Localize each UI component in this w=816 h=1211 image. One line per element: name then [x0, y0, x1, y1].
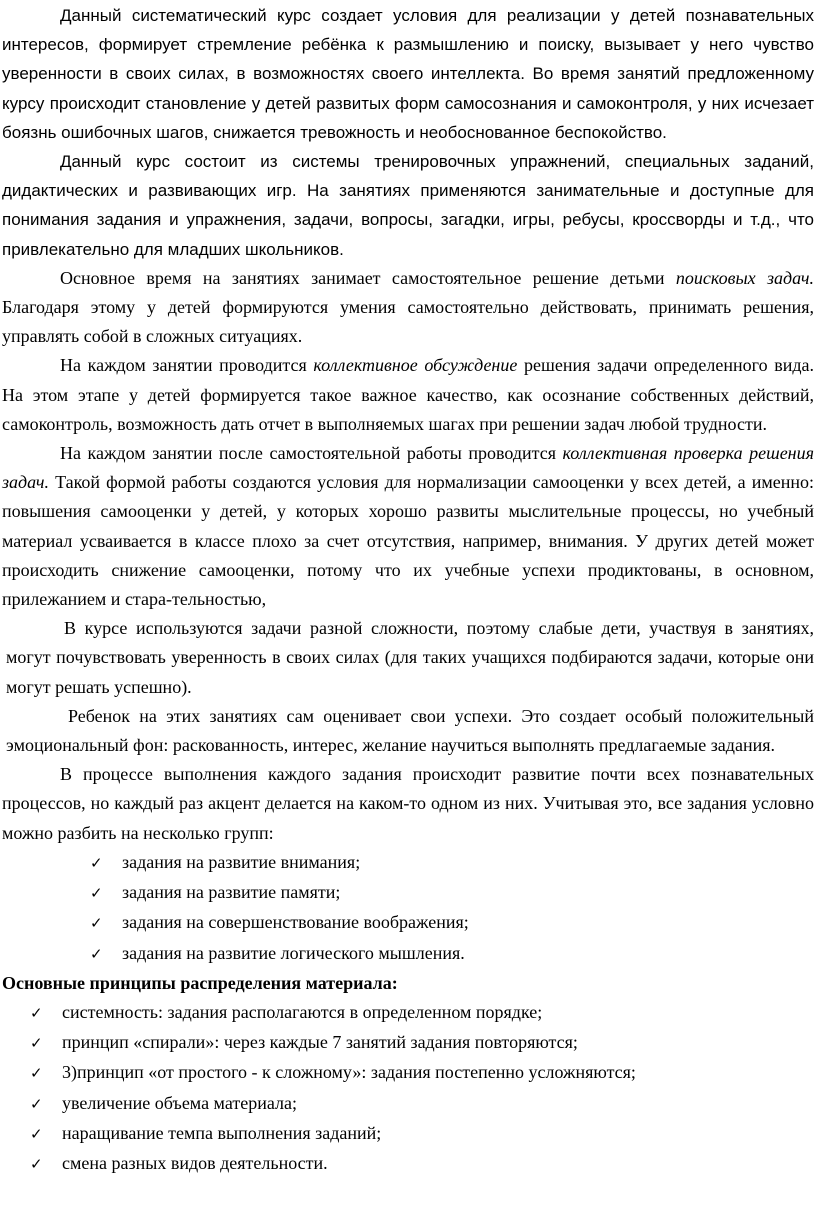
paragraph-text: Основное время на занятиях занимает самостоятельное решение детьми — [60, 267, 676, 288]
paragraph-text: В процессе выполнения каждого задания происходит развитие почти всех познавательных процессов, но каждый раз акцент делается на каком-то одном из них. Учитывая это, все задания условно можно разбить на несколько групп: — [2, 764, 814, 843]
paragraph-difficulty — [2, 614, 814, 702]
paragraph-self-assessment — [2, 702, 814, 760]
list-item-text: задания на развитие логического мышления. — [122, 942, 465, 963]
principles-list — [2, 998, 814, 1179]
list-item — [30, 1089, 814, 1119]
task-groups-list — [2, 848, 814, 969]
paragraph-text: Данный систематический курс создает условия для реализации у детей познавательных интересов, формирует стремление ребёнка к размышлению и поиску, вызывает у него чувство уверенности в своих силах, в возможностях своего интеллекта. Во время занятий предложенному курсу происходит становление у детей развитых форм самосознания и самоконтроля, у них исчезает боязнь ошибочных шагов, снижается тревожность и необоснованное беспокойство. — [2, 6, 814, 142]
paragraph-collective-discussion — [2, 351, 814, 439]
list-item-text: задания на развитие памяти; — [122, 882, 341, 903]
paragraph-text: Такой формой работы создаются условия для нормализации самооценки у всех детей, а именно: повышения самооценки у детей, у которых хорошо развиты мыслительные процессы, но учебный материал усваивается в классе плохо за счет отсутствия, например, внимания. У других детей может происходить снижение самооценки, потому что их учебные успехи продиктованы, в основном, прилежанием и стара-тельностью, — [2, 472, 814, 610]
list-item-text: увеличение объема материала; — [62, 1092, 297, 1113]
paragraph-text: На каждом занятии проводится — [60, 355, 314, 376]
list-item-text: задания на развитие внимания; — [122, 851, 361, 872]
checkmark-icon: ✓ — [30, 1124, 43, 1143]
paragraph-task-groups-intro — [2, 760, 814, 848]
list-item-text: системность: задания располагаются в определенном порядке; — [62, 1001, 543, 1022]
list-item — [90, 908, 814, 938]
list-item-text: 3)принцип «от простого - к сложному»: задания постепенно усложняются; — [62, 1062, 636, 1083]
paragraph-text: решения задачи определенного вида. На этом этапе у детей формируется такое важное качество, как осознание собственных действий, самоконтроль, возможность дать отчет в выполняемых шагах при решении задач любой трудности. — [2, 355, 814, 434]
italic-term: коллективное обсуждение — [313, 355, 518, 376]
paragraph-text: В курсе используются задачи разной сложности, поэтому слабые дети, участвуя в занятиях, могут почувствовать уверенность в своих силах (для таких учащихся подбираются задачи, которые они могут решать успешно). — [6, 618, 814, 697]
checkmark-icon: ✓ — [90, 944, 103, 963]
list-item-text: задания на совершенствование воображения; — [122, 912, 469, 933]
list-item — [30, 998, 814, 1028]
checkmark-icon: ✓ — [90, 884, 103, 903]
checkmark-icon: ✓ — [30, 1034, 43, 1053]
paragraph-course-structure — [2, 147, 814, 264]
list-item-text: принцип «спирали»: через каждые 7 занятий задания повторяются; — [62, 1032, 578, 1053]
list-item-text: смена разных видов деятельности. — [62, 1152, 328, 1173]
checkmark-icon: ✓ — [30, 1064, 43, 1083]
checkmark-icon: ✓ — [90, 914, 103, 933]
list-item — [90, 939, 814, 969]
checkmark-icon: ✓ — [30, 1154, 43, 1173]
list-item — [90, 878, 814, 908]
paragraph-text: Данный курс состоит из системы тренировочных упражнений, специальных заданий, дидактических и развивающих игр. На занятиях применяются занимательные и доступные для понимания задания и упражнения, задачи, вопросы, загадки, игры, ребусы, кроссворды и т.д., что привлекательно для младших школьников. — [2, 152, 814, 259]
list-item — [30, 1028, 814, 1058]
paragraph-text: На каждом занятии после самостоятельной работы проводится — [60, 443, 563, 464]
paragraph-independent-solving — [2, 264, 814, 352]
paragraph-text: Благодаря этому у детей формируются умения самостоятельно действовать, принимать решения, управлять собой в сложных ситуациях. — [2, 297, 814, 347]
italic-term: поисковых задач. — [675, 267, 814, 288]
paragraph-text: Ребенок на этих занятиях сам оценивает свои успехи. Это создает особый положительный эмоциональный фон: раскованность, интерес, желание научиться выполнять предлагаемые задания. — [6, 705, 814, 756]
checkmark-icon: ✓ — [30, 1003, 43, 1022]
italic-term: коллективная проверка решения задач. — [2, 443, 814, 493]
list-item-text: наращивание темпа выполнения заданий; — [62, 1122, 382, 1143]
principles-heading: Основные принципы распределения материала: — [2, 972, 398, 993]
checkmark-icon: ✓ — [90, 853, 103, 872]
list-item — [30, 1119, 814, 1149]
paragraph-intro — [2, 0, 814, 147]
list-item — [30, 1058, 814, 1088]
paragraph-collective-check — [2, 439, 814, 614]
list-item — [30, 1149, 814, 1179]
list-item — [90, 848, 814, 878]
checkmark-icon: ✓ — [30, 1094, 43, 1113]
